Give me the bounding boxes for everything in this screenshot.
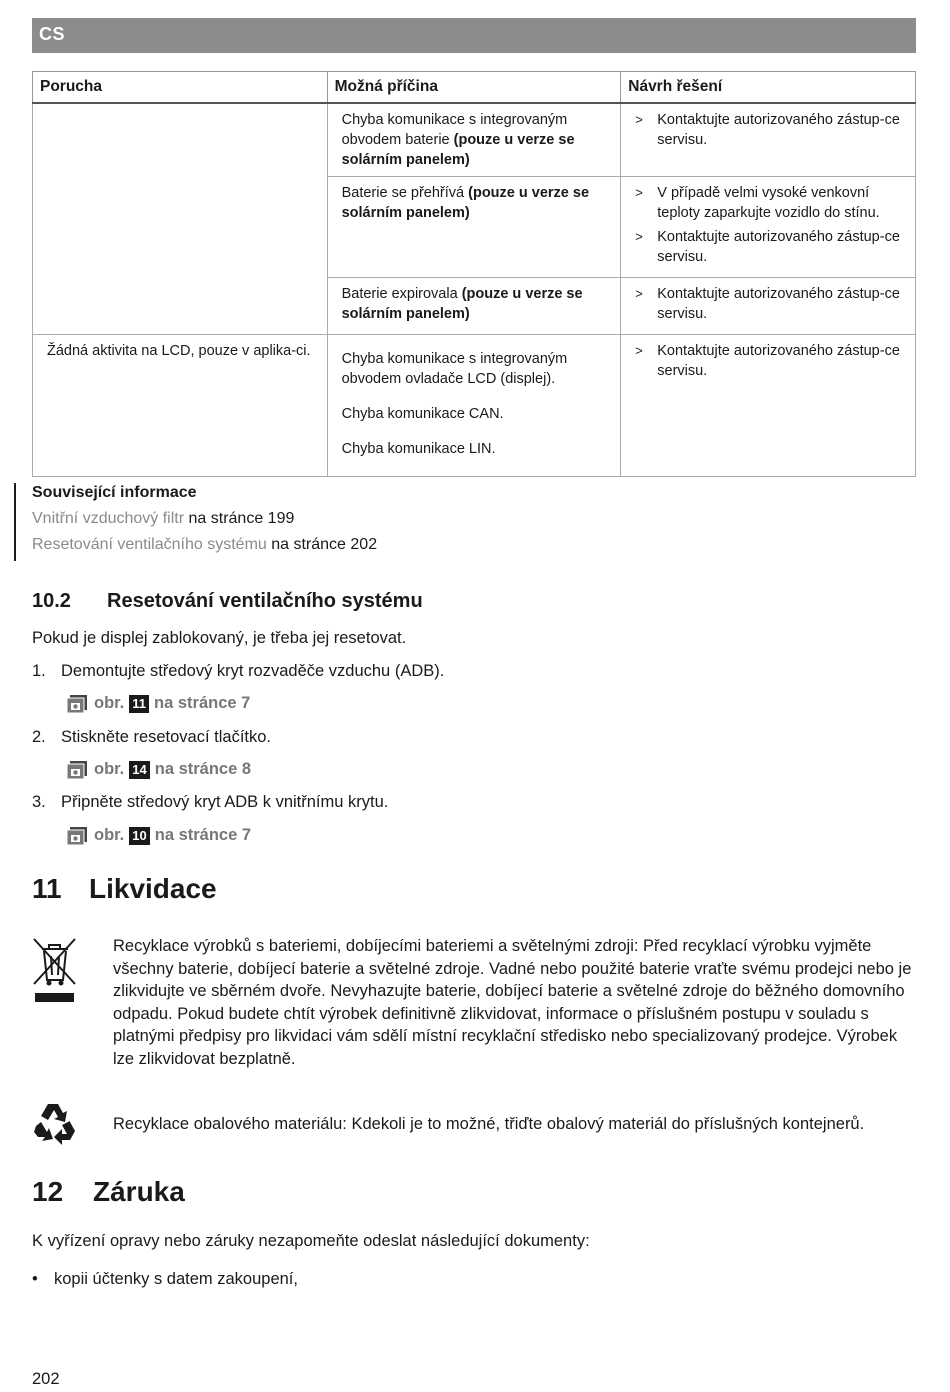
list-item: • kopii účtenky s datem zakoupení, bbox=[32, 1270, 298, 1288]
solution-cell bbox=[621, 335, 916, 477]
figure-reference[interactable]: obr. 14 na stránce 8 bbox=[67, 760, 251, 779]
troubleshooting-table bbox=[32, 71, 916, 477]
crossed-bin-icon bbox=[32, 937, 77, 1005]
related-link-row: Vnitřní vzduchový filtr na stránce 199 bbox=[32, 510, 295, 527]
recycle-icon bbox=[32, 1100, 78, 1146]
fault-cell bbox=[33, 103, 328, 335]
table-row bbox=[33, 103, 916, 177]
related-link[interactable]: Vnitřní vzduchový filtr bbox=[32, 510, 185, 527]
page-number: 202 bbox=[32, 1370, 60, 1388]
column-header: Návrh řešení bbox=[621, 72, 916, 104]
related-info-box bbox=[14, 483, 377, 561]
solution-item: > Kontaktujte autorizovaného zástup-ce servisu. bbox=[635, 112, 900, 148]
fault-cell: Žádná aktivita na LCD, pouze v aplika-ci. bbox=[33, 335, 328, 477]
solution-cell bbox=[621, 278, 916, 335]
section-intro: Pokud je displej zablokovaný, je třeba jej resetovat. bbox=[32, 629, 407, 647]
solution-item: > V případě velmi vysoké venkovní teploty zaparkujte vozidlo do stínu. bbox=[635, 185, 880, 221]
cause-text: Chyba komunikace CAN. bbox=[341, 406, 504, 422]
camera-icon bbox=[67, 827, 87, 845]
solution-item: > Kontaktujte autorizovaného zástup-ce servisu. bbox=[635, 343, 900, 379]
cause-cell: Baterie se přehřívá (pouze u verze se solárním panelem) bbox=[327, 177, 621, 278]
cause-cell: Chyba komunikace s integrovaným obvodem baterie (pouze u verze se solárním panelem) bbox=[327, 103, 621, 177]
recycle-paragraph: Recyklace obalového materiálu: Kdekoli je to možné, třiďte obalový materiál do příslušných kontejnerů. bbox=[113, 1115, 865, 1133]
camera-icon bbox=[67, 761, 87, 779]
figure-reference[interactable]: obr. 11 na stránce 7 bbox=[67, 694, 250, 713]
language-code: CS bbox=[39, 24, 66, 44]
step-item: 3. Připněte středový kryt ADB k vnitřnímu krytu. bbox=[32, 793, 389, 811]
table-header-row bbox=[33, 72, 916, 104]
section-heading: 10.2 Resetování ventilačního systému bbox=[32, 590, 423, 612]
cause-cell bbox=[327, 335, 621, 477]
cause-text: Chyba komunikace LIN. bbox=[341, 441, 496, 457]
camera-icon bbox=[67, 695, 87, 713]
section-intro: K vyřízení opravy nebo záruky nezapomeňte odeslat následující dokumenty: bbox=[32, 1232, 590, 1250]
column-header: Porucha bbox=[33, 72, 328, 104]
table-row bbox=[33, 335, 916, 477]
chapter-heading: 12 Záruka bbox=[32, 1176, 185, 1207]
solution-cell bbox=[621, 103, 916, 177]
chapter-heading: 11 Likvidace bbox=[32, 873, 217, 904]
step-item: 1. Demontujte středový kryt rozvaděče vzduchu (ADB). bbox=[32, 662, 445, 680]
related-link[interactable]: Resetování ventilačního systému bbox=[32, 536, 267, 553]
weee-paragraph: Recyklace výrobků s bateriemi, dobíjecími bateriemi a světelnými zdroji: Před recyklací výrobku vyjměte všechny baterie, dobíjecí baterie a světelné zdroje. Vadné nebo použité baterie vraťte svému prodejci nebo je zlikvidujte ve sběrném dvoře. Nevyhazujte baterie, dobíjecí baterie a světelné zdroje do běžného domovního odpadu. Pokud budete chtít výrobek definitivně zlikvidovat, informace o příslušném postupu v souladu s platnými předpisy pro likvidaci vám sdělí místní recyklační středisko nebo specializovaný prodejce. Výrobek lze zlikvidovat bezplatně. bbox=[113, 937, 912, 1068]
related-info-title: Související informace bbox=[32, 484, 197, 501]
cause-cell: Baterie expirovala (pouze u verze se solárním panelem) bbox=[327, 278, 621, 335]
solution-cell bbox=[621, 177, 916, 278]
solution-item: > Kontaktujte autorizovaného zástup-ce servisu. bbox=[635, 229, 900, 265]
step-item: 2. Stiskněte resetovací tlačítko. bbox=[32, 728, 272, 746]
figure-reference[interactable]: obr. 10 na stránce 7 bbox=[67, 826, 251, 845]
related-link-row: Resetování ventilačního systému na stránce 202 bbox=[32, 536, 378, 553]
cause-text: Chyba komunikace s integrovaným obvodem ovladače LCD (displej). bbox=[341, 351, 568, 387]
solution-item: > Kontaktujte autorizovaného zástup-ce servisu. bbox=[635, 286, 900, 322]
column-header: Možná příčina bbox=[327, 72, 621, 104]
language-bar bbox=[32, 18, 916, 53]
